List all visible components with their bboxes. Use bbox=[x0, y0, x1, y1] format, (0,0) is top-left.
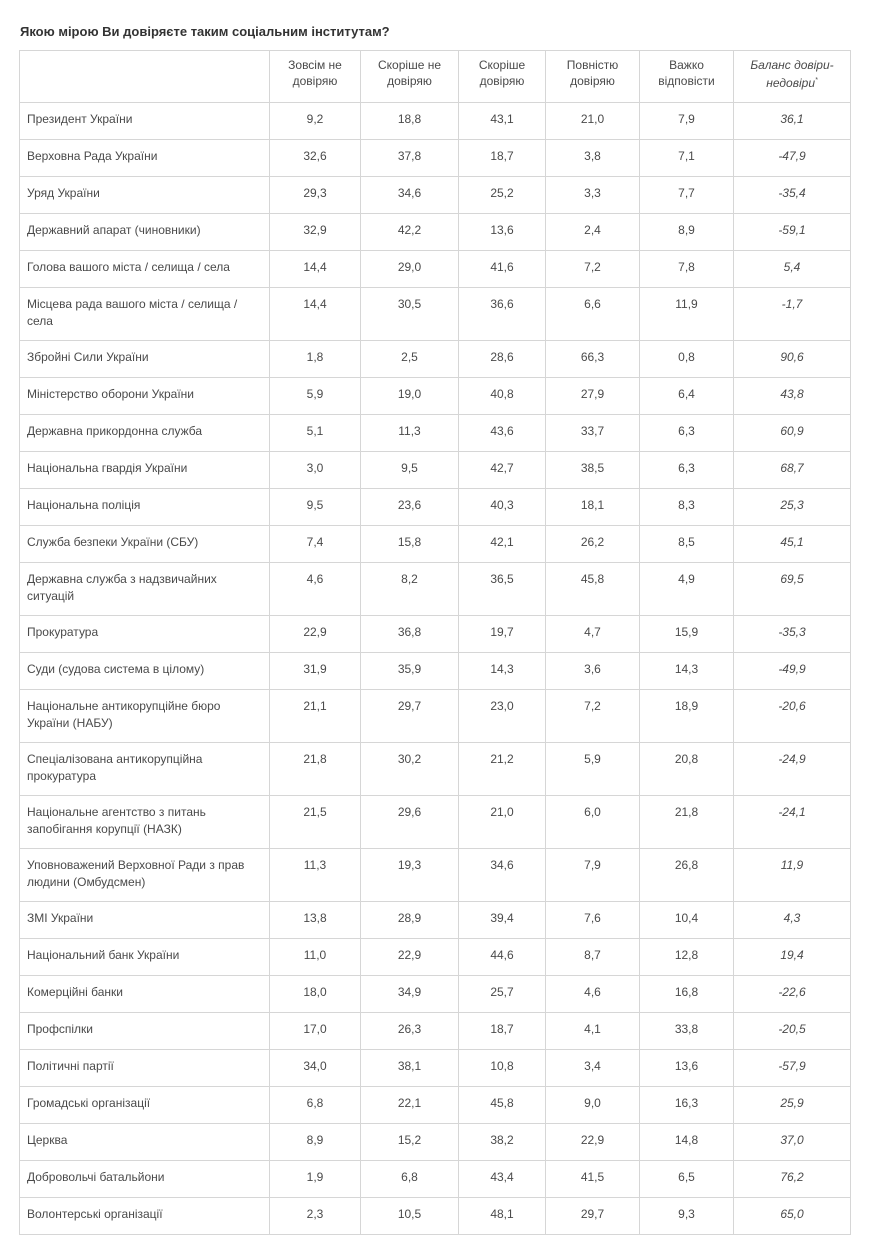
header-rather-trust: Скоріше довіряю bbox=[459, 51, 546, 103]
institution-name: Державна служба з надзвичайних ситуацій bbox=[20, 563, 270, 616]
cell-balance: -35,3 bbox=[734, 616, 851, 653]
table-row bbox=[20, 103, 851, 140]
cell-balance: 25,9 bbox=[734, 1087, 851, 1124]
cell-not-at-all: 6,8 bbox=[270, 1087, 361, 1124]
cell-fully-trust: 7,6 bbox=[546, 902, 640, 939]
institution-name: Волонтерські організації bbox=[20, 1198, 270, 1235]
cell-rather-trust: 43,1 bbox=[459, 103, 546, 140]
cell-hard-to-say: 6,3 bbox=[640, 452, 734, 489]
cell-balance: -24,9 bbox=[734, 743, 851, 796]
page-title: Якою мірою Ви довіряєте таким соціальним інститутам? bbox=[20, 24, 390, 39]
cell-rather-not: 19,0 bbox=[361, 378, 459, 415]
cell-not-at-all: 22,9 bbox=[270, 616, 361, 653]
cell-not-at-all: 2,3 bbox=[270, 1198, 361, 1235]
cell-not-at-all: 7,4 bbox=[270, 526, 361, 563]
institution-name: Служба безпеки України (СБУ) bbox=[20, 526, 270, 563]
institution-name: Уповноважений Верховної Ради з прав людини (Омбудсмен) bbox=[20, 849, 270, 902]
cell-rather-not: 36,8 bbox=[361, 616, 459, 653]
header-fully-trust: Повністю довіряю bbox=[546, 51, 640, 103]
cell-balance: 11,9 bbox=[734, 849, 851, 902]
institution-name: Церква bbox=[20, 1124, 270, 1161]
cell-rather-trust: 38,2 bbox=[459, 1124, 546, 1161]
cell-balance: 68,7 bbox=[734, 452, 851, 489]
cell-not-at-all: 8,9 bbox=[270, 1124, 361, 1161]
cell-hard-to-say: 11,9 bbox=[640, 288, 734, 341]
cell-hard-to-say: 8,9 bbox=[640, 214, 734, 251]
cell-hard-to-say: 10,4 bbox=[640, 902, 734, 939]
cell-rather-trust: 48,1 bbox=[459, 1198, 546, 1235]
cell-rather-not: 18,8 bbox=[361, 103, 459, 140]
cell-rather-trust: 43,4 bbox=[459, 1161, 546, 1198]
table-row bbox=[20, 526, 851, 563]
header-not-at-all: Зовсім не довіряю bbox=[270, 51, 361, 103]
table-row bbox=[20, 902, 851, 939]
cell-hard-to-say: 6,4 bbox=[640, 378, 734, 415]
cell-hard-to-say: 8,5 bbox=[640, 526, 734, 563]
cell-rather-not: 34,9 bbox=[361, 976, 459, 1013]
cell-fully-trust: 33,7 bbox=[546, 415, 640, 452]
institution-name: Громадські організації bbox=[20, 1087, 270, 1124]
institution-name: Спеціалізована антикорупційна прокуратура bbox=[20, 743, 270, 796]
institution-name: Комерційні банки bbox=[20, 976, 270, 1013]
institution-name: Національна гвардія України bbox=[20, 452, 270, 489]
cell-rather-not: 10,5 bbox=[361, 1198, 459, 1235]
cell-fully-trust: 45,8 bbox=[546, 563, 640, 616]
cell-rather-not: 30,5 bbox=[361, 288, 459, 341]
table-row bbox=[20, 452, 851, 489]
cell-rather-not: 22,1 bbox=[361, 1087, 459, 1124]
cell-balance: 45,1 bbox=[734, 526, 851, 563]
cell-rather-trust: 28,6 bbox=[459, 341, 546, 378]
cell-hard-to-say: 7,7 bbox=[640, 177, 734, 214]
table-row bbox=[20, 1013, 851, 1050]
institution-name: Державна прикордонна служба bbox=[20, 415, 270, 452]
header-balance-label: Баланс довіри-недовіри bbox=[750, 58, 834, 90]
cell-fully-trust: 4,6 bbox=[546, 976, 640, 1013]
cell-hard-to-say: 14,3 bbox=[640, 653, 734, 690]
institution-name: Збройні Сили України bbox=[20, 341, 270, 378]
cell-hard-to-say: 12,8 bbox=[640, 939, 734, 976]
cell-rather-trust: 18,7 bbox=[459, 140, 546, 177]
cell-rather-trust: 21,0 bbox=[459, 796, 546, 849]
cell-not-at-all: 1,8 bbox=[270, 341, 361, 378]
cell-rather-not: 6,8 bbox=[361, 1161, 459, 1198]
cell-balance: 37,0 bbox=[734, 1124, 851, 1161]
trust-table bbox=[19, 50, 851, 1235]
cell-hard-to-say: 8,3 bbox=[640, 489, 734, 526]
cell-balance: -22,6 bbox=[734, 976, 851, 1013]
cell-balance: 76,2 bbox=[734, 1161, 851, 1198]
table-row bbox=[20, 214, 851, 251]
cell-hard-to-say: 4,9 bbox=[640, 563, 734, 616]
cell-hard-to-say: 21,8 bbox=[640, 796, 734, 849]
institution-name: Суди (судова система в цілому) bbox=[20, 653, 270, 690]
cell-rather-trust: 10,8 bbox=[459, 1050, 546, 1087]
cell-fully-trust: 41,5 bbox=[546, 1161, 640, 1198]
table-row bbox=[20, 378, 851, 415]
cell-rather-trust: 41,6 bbox=[459, 251, 546, 288]
cell-rather-trust: 39,4 bbox=[459, 902, 546, 939]
cell-not-at-all: 31,9 bbox=[270, 653, 361, 690]
header-rather-not: Скоріше не довіряю bbox=[361, 51, 459, 103]
cell-not-at-all: 17,0 bbox=[270, 1013, 361, 1050]
table-row bbox=[20, 415, 851, 452]
cell-rather-not: 26,3 bbox=[361, 1013, 459, 1050]
table-row bbox=[20, 796, 851, 849]
cell-hard-to-say: 7,1 bbox=[640, 140, 734, 177]
cell-fully-trust: 18,1 bbox=[546, 489, 640, 526]
table-row bbox=[20, 653, 851, 690]
cell-balance: -47,9 bbox=[734, 140, 851, 177]
cell-not-at-all: 32,6 bbox=[270, 140, 361, 177]
table-row bbox=[20, 341, 851, 378]
header-hard-to-say: Важко відповісти bbox=[640, 51, 734, 103]
cell-rather-trust: 40,8 bbox=[459, 378, 546, 415]
cell-rather-trust: 21,2 bbox=[459, 743, 546, 796]
cell-hard-to-say: 7,8 bbox=[640, 251, 734, 288]
cell-balance: -1,7 bbox=[734, 288, 851, 341]
cell-balance: 43,8 bbox=[734, 378, 851, 415]
cell-hard-to-say: 6,3 bbox=[640, 415, 734, 452]
cell-rather-not: 29,6 bbox=[361, 796, 459, 849]
cell-rather-trust: 45,8 bbox=[459, 1087, 546, 1124]
cell-rather-not: 15,2 bbox=[361, 1124, 459, 1161]
cell-rather-trust: 40,3 bbox=[459, 489, 546, 526]
cell-not-at-all: 14,4 bbox=[270, 288, 361, 341]
cell-fully-trust: 3,6 bbox=[546, 653, 640, 690]
cell-rather-trust: 25,7 bbox=[459, 976, 546, 1013]
cell-not-at-all: 11,0 bbox=[270, 939, 361, 976]
institution-name: Національний банк України bbox=[20, 939, 270, 976]
cell-hard-to-say: 9,3 bbox=[640, 1198, 734, 1235]
table-row bbox=[20, 976, 851, 1013]
cell-hard-to-say: 7,9 bbox=[640, 103, 734, 140]
cell-fully-trust: 8,7 bbox=[546, 939, 640, 976]
cell-hard-to-say: 26,8 bbox=[640, 849, 734, 902]
cell-balance: 25,3 bbox=[734, 489, 851, 526]
institution-name: Профспілки bbox=[20, 1013, 270, 1050]
header-institution bbox=[20, 51, 270, 103]
table-row bbox=[20, 1087, 851, 1124]
cell-fully-trust: 26,2 bbox=[546, 526, 640, 563]
cell-fully-trust: 9,0 bbox=[546, 1087, 640, 1124]
cell-not-at-all: 21,5 bbox=[270, 796, 361, 849]
cell-balance: -35,4 bbox=[734, 177, 851, 214]
cell-not-at-all: 5,9 bbox=[270, 378, 361, 415]
cell-balance: 5,4 bbox=[734, 251, 851, 288]
cell-not-at-all: 1,9 bbox=[270, 1161, 361, 1198]
cell-rather-trust: 44,6 bbox=[459, 939, 546, 976]
cell-balance: -20,5 bbox=[734, 1013, 851, 1050]
institution-name: ЗМІ України bbox=[20, 902, 270, 939]
cell-not-at-all: 4,6 bbox=[270, 563, 361, 616]
cell-fully-trust: 4,1 bbox=[546, 1013, 640, 1050]
table-row bbox=[20, 140, 851, 177]
table-row bbox=[20, 288, 851, 341]
cell-fully-trust: 27,9 bbox=[546, 378, 640, 415]
cell-rather-trust: 36,6 bbox=[459, 288, 546, 341]
cell-fully-trust: 66,3 bbox=[546, 341, 640, 378]
cell-hard-to-say: 0,8 bbox=[640, 341, 734, 378]
cell-balance: -24,1 bbox=[734, 796, 851, 849]
institution-name: Верховна Рада України bbox=[20, 140, 270, 177]
table-row bbox=[20, 849, 851, 902]
cell-rather-not: 22,9 bbox=[361, 939, 459, 976]
cell-not-at-all: 21,8 bbox=[270, 743, 361, 796]
institution-name: Міністерство оборони України bbox=[20, 378, 270, 415]
cell-rather-not: 37,8 bbox=[361, 140, 459, 177]
cell-fully-trust: 5,9 bbox=[546, 743, 640, 796]
cell-rather-not: 35,9 bbox=[361, 653, 459, 690]
cell-fully-trust: 3,8 bbox=[546, 140, 640, 177]
table-row bbox=[20, 690, 851, 743]
cell-rather-not: 2,5 bbox=[361, 341, 459, 378]
cell-rather-trust: 23,0 bbox=[459, 690, 546, 743]
cell-fully-trust: 7,9 bbox=[546, 849, 640, 902]
table-row bbox=[20, 1124, 851, 1161]
cell-fully-trust: 4,7 bbox=[546, 616, 640, 653]
institution-name: Прокуратура bbox=[20, 616, 270, 653]
cell-hard-to-say: 14,8 bbox=[640, 1124, 734, 1161]
institution-name: Національне антикорупційне бюро України (НАБУ) bbox=[20, 690, 270, 743]
cell-balance: -59,1 bbox=[734, 214, 851, 251]
cell-fully-trust: 29,7 bbox=[546, 1198, 640, 1235]
cell-fully-trust: 3,4 bbox=[546, 1050, 640, 1087]
table-row bbox=[20, 177, 851, 214]
header-balance bbox=[734, 51, 851, 103]
cell-not-at-all: 13,8 bbox=[270, 902, 361, 939]
cell-rather-trust: 14,3 bbox=[459, 653, 546, 690]
cell-rather-not: 15,8 bbox=[361, 526, 459, 563]
cell-fully-trust: 21,0 bbox=[546, 103, 640, 140]
cell-fully-trust: 7,2 bbox=[546, 251, 640, 288]
cell-not-at-all: 11,3 bbox=[270, 849, 361, 902]
cell-rather-not: 42,2 bbox=[361, 214, 459, 251]
cell-fully-trust: 38,5 bbox=[546, 452, 640, 489]
cell-balance: -57,9 bbox=[734, 1050, 851, 1087]
cell-balance: 60,9 bbox=[734, 415, 851, 452]
cell-rather-not: 28,9 bbox=[361, 902, 459, 939]
cell-not-at-all: 34,0 bbox=[270, 1050, 361, 1087]
table-row bbox=[20, 251, 851, 288]
cell-not-at-all: 3,0 bbox=[270, 452, 361, 489]
institution-name: Національне агентство з питань запобігання корупції (НАЗК) bbox=[20, 796, 270, 849]
table-row bbox=[20, 489, 851, 526]
cell-rather-not: 19,3 bbox=[361, 849, 459, 902]
cell-rather-trust: 19,7 bbox=[459, 616, 546, 653]
cell-fully-trust: 6,0 bbox=[546, 796, 640, 849]
cell-fully-trust: 22,9 bbox=[546, 1124, 640, 1161]
cell-not-at-all: 32,9 bbox=[270, 214, 361, 251]
cell-rather-trust: 36,5 bbox=[459, 563, 546, 616]
cell-hard-to-say: 16,8 bbox=[640, 976, 734, 1013]
cell-hard-to-say: 18,9 bbox=[640, 690, 734, 743]
cell-rather-trust: 25,2 bbox=[459, 177, 546, 214]
cell-balance: 65,0 bbox=[734, 1198, 851, 1235]
cell-hard-to-say: 15,9 bbox=[640, 616, 734, 653]
table-row bbox=[20, 616, 851, 653]
cell-hard-to-say: 33,8 bbox=[640, 1013, 734, 1050]
cell-rather-not: 38,1 bbox=[361, 1050, 459, 1087]
institution-name: Президент України bbox=[20, 103, 270, 140]
header-balance-footnote-mark: * bbox=[815, 77, 818, 84]
cell-rather-not: 30,2 bbox=[361, 743, 459, 796]
institution-name: Національна поліція bbox=[20, 489, 270, 526]
cell-rather-trust: 18,7 bbox=[459, 1013, 546, 1050]
cell-not-at-all: 9,5 bbox=[270, 489, 361, 526]
cell-rather-not: 8,2 bbox=[361, 563, 459, 616]
cell-fully-trust: 2,4 bbox=[546, 214, 640, 251]
cell-balance: -20,6 bbox=[734, 690, 851, 743]
cell-rather-not: 11,3 bbox=[361, 415, 459, 452]
table-row bbox=[20, 1161, 851, 1198]
cell-hard-to-say: 20,8 bbox=[640, 743, 734, 796]
cell-balance: -49,9 bbox=[734, 653, 851, 690]
cell-rather-not: 29,7 bbox=[361, 690, 459, 743]
cell-balance: 69,5 bbox=[734, 563, 851, 616]
cell-hard-to-say: 6,5 bbox=[640, 1161, 734, 1198]
table-row bbox=[20, 1198, 851, 1235]
cell-not-at-all: 21,1 bbox=[270, 690, 361, 743]
institution-name: Голова вашого міста / селища / села bbox=[20, 251, 270, 288]
cell-not-at-all: 9,2 bbox=[270, 103, 361, 140]
table-header-row bbox=[20, 51, 851, 103]
cell-not-at-all: 14,4 bbox=[270, 251, 361, 288]
institution-name: Місцева рада вашого міста / селища / села bbox=[20, 288, 270, 341]
cell-fully-trust: 6,6 bbox=[546, 288, 640, 341]
institution-name: Політичні партії bbox=[20, 1050, 270, 1087]
cell-balance: 36,1 bbox=[734, 103, 851, 140]
cell-not-at-all: 29,3 bbox=[270, 177, 361, 214]
table-row bbox=[20, 1050, 851, 1087]
cell-fully-trust: 7,2 bbox=[546, 690, 640, 743]
cell-rather-not: 9,5 bbox=[361, 452, 459, 489]
cell-rather-trust: 43,6 bbox=[459, 415, 546, 452]
cell-not-at-all: 5,1 bbox=[270, 415, 361, 452]
institution-name: Добровольчі батальйони bbox=[20, 1161, 270, 1198]
cell-not-at-all: 18,0 bbox=[270, 976, 361, 1013]
cell-hard-to-say: 13,6 bbox=[640, 1050, 734, 1087]
cell-rather-not: 23,6 bbox=[361, 489, 459, 526]
table-row bbox=[20, 563, 851, 616]
cell-balance: 19,4 bbox=[734, 939, 851, 976]
institution-name: Уряд України bbox=[20, 177, 270, 214]
cell-rather-trust: 42,1 bbox=[459, 526, 546, 563]
cell-fully-trust: 3,3 bbox=[546, 177, 640, 214]
institution-name: Державний апарат (чиновники) bbox=[20, 214, 270, 251]
cell-balance: 90,6 bbox=[734, 341, 851, 378]
cell-hard-to-say: 16,3 bbox=[640, 1087, 734, 1124]
cell-rather-trust: 13,6 bbox=[459, 214, 546, 251]
cell-rather-not: 29,0 bbox=[361, 251, 459, 288]
table-body bbox=[20, 103, 851, 1235]
table-row bbox=[20, 743, 851, 796]
table-row bbox=[20, 939, 851, 976]
cell-rather-not: 34,6 bbox=[361, 177, 459, 214]
cell-balance: 4,3 bbox=[734, 902, 851, 939]
cell-rather-trust: 34,6 bbox=[459, 849, 546, 902]
cell-rather-trust: 42,7 bbox=[459, 452, 546, 489]
